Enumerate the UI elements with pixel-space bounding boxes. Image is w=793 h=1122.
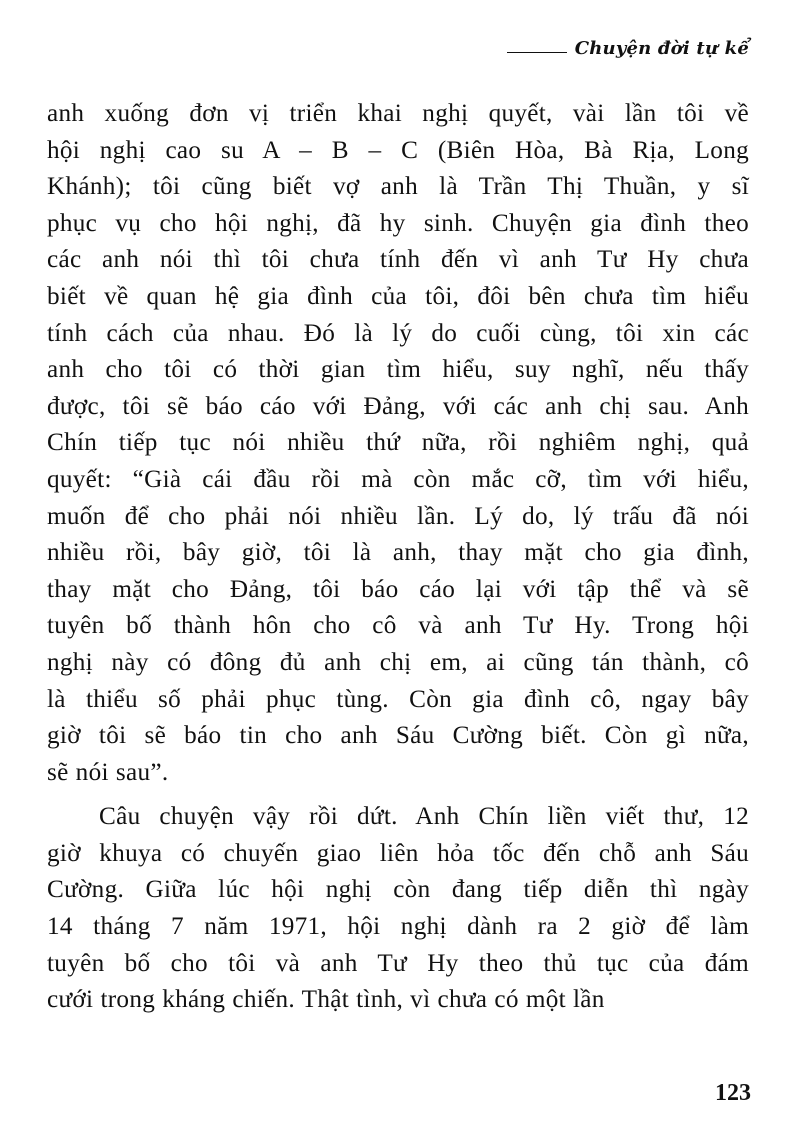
text-line: là thiểu số phải phục tùng. Còn gia đình cô, ngay bây — [47, 685, 749, 713]
header-rule — [507, 52, 567, 53]
text-line: anh cho tôi có thời gian tìm hiểu, suy nghĩ, nếu thấy — [47, 356, 749, 384]
running-header — [507, 38, 749, 59]
text-line: muốn để cho phải nói nhiều lần. Lý do, lý trấu đã nói — [47, 502, 749, 530]
text-line: biết về quan hệ gia đình của tôi, đôi bên chưa tìm hiểu — [47, 282, 749, 310]
text-line: sẽ nói sau”. — [47, 758, 169, 786]
text-line: tuyên bố thành hôn cho cô và anh Tư Hy. Trong hội — [47, 612, 749, 640]
text-line: hội nghị cao su A – B – C (Biên Hòa, Bà Rịa, Long — [47, 136, 749, 164]
text-line: tuyên bố cho tôi và anh Tư Hy theo thủ tục của đám — [47, 949, 749, 977]
page-body — [47, 96, 749, 1019]
paragraph — [47, 799, 749, 1019]
text-line: nghị này có đông đủ anh chị em, ai cũng tán thành, cô — [47, 648, 749, 676]
text-line: tính cách của nhau. Đó là lý do cuối cùng, tôi xin các — [47, 319, 749, 347]
text-line: anh xuống đơn vị triển khai nghị quyết, vài lần tôi về — [47, 100, 749, 127]
text-line: Cường. Giữa lúc hội nghị còn đang tiếp diễn thì ngày — [47, 876, 749, 904]
text-line: phục vụ cho hội nghị, đã hy sinh. Chuyện gia đình theo — [47, 209, 749, 237]
paragraph — [47, 96, 749, 791]
text-line: các anh nói thì tôi chưa tính đến vì anh Tư Hy chưa — [47, 246, 749, 274]
text-line: nhiều rồi, bây giờ, tôi là anh, thay mặt cho gia đình, — [47, 539, 749, 567]
text-line: Chín tiếp tục nói nhiều thứ nữa, rồi nghiêm nghị, quả — [47, 429, 749, 457]
text-line: cưới trong kháng chiến. Thật tình, vì chưa có một lần — [47, 986, 605, 1014]
text-line: Khánh); tôi cũng biết vợ anh là Trần Thị Thuần, y sĩ — [47, 173, 749, 201]
page-number: 123 — [715, 1080, 751, 1106]
text-line: giờ tôi sẽ báo tin cho anh Sáu Cường biết. Còn gì nữa, — [47, 722, 749, 750]
text-line: 14 tháng 7 năm 1971, hội nghị dành ra 2 giờ để làm — [47, 913, 749, 941]
text-line: quyết: “Già cái đầu rồi mà còn mắc cỡ, tìm với hiểu, — [47, 465, 749, 493]
text-line: được, tôi sẽ báo cáo với Đảng, với các anh chị sau. Anh — [47, 392, 749, 420]
text-line: Câu chuyện vậy rồi dứt. Anh Chín liền viết thư, 12 — [99, 803, 749, 831]
text-line: giờ khuya có chuyến giao liên hỏa tốc đến chỗ anh Sáu — [47, 839, 749, 867]
text-line: thay mặt cho Đảng, tôi báo cáo lại với tập thể và sẽ — [47, 575, 749, 603]
header-title: Chuyện đời tự kể — [574, 38, 749, 59]
